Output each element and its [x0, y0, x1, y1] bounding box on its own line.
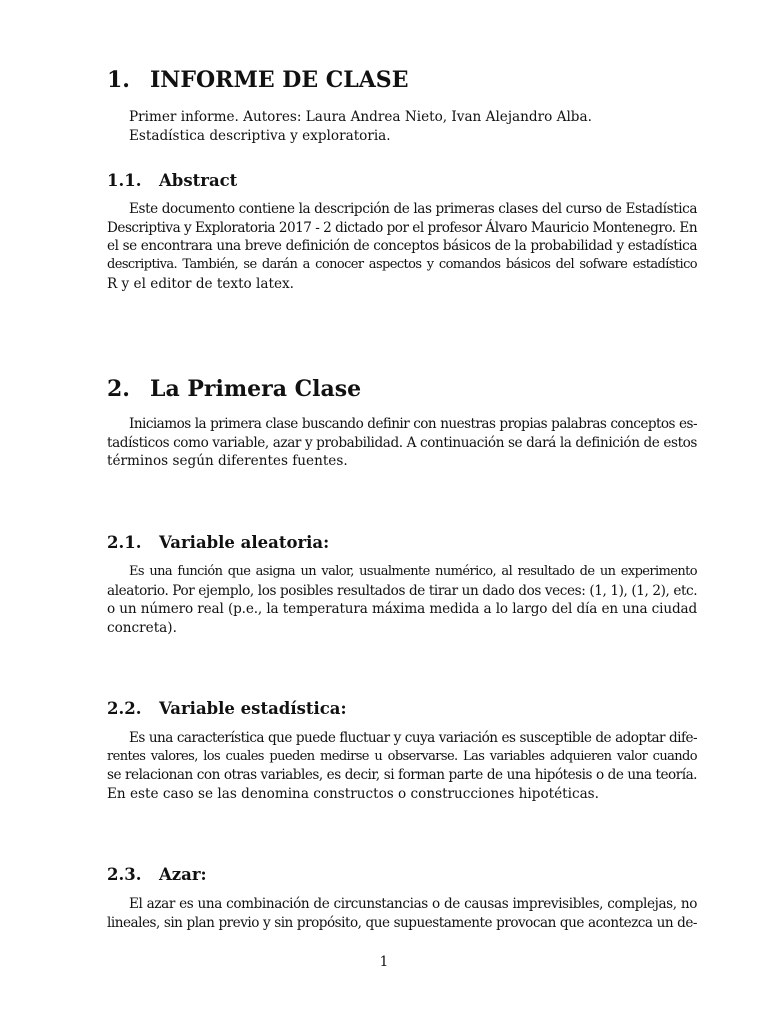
paragraph-line: Este documento contiene la descripción de las primeras clases del curso de Estadística: [129, 201, 698, 217]
paragraph-line: El azar es una combinación de circunstancias o de causas imprevisibles, complejas, no: [129, 896, 697, 912]
paragraph-line: Descriptiva y Exploratoria 2017 - 2 dictado por el profesor Álvaro Mauricio Montenegro. En: [107, 219, 698, 236]
section-1-title: INFORME DE CLASE: [150, 67, 409, 93]
section-2-1-number: 2.1.: [107, 533, 142, 552]
paragraph-line: Es una característica que puede fluctuar y cuya variación es susceptible de adoptar dife-: [129, 730, 697, 746]
section-2-2-title: Variable estadística:: [159, 699, 347, 718]
section-2-1-paragraph: [107, 563, 697, 638]
section-2-3-paragraph: [107, 895, 697, 932]
section-2-title: La Primera Clase: [150, 376, 362, 402]
section-2-paragraph: [107, 415, 697, 471]
section-2-3-heading: [107, 865, 207, 884]
paragraph-line: el se encontrara una breve definición de conceptos básicos de la probabilidad y estadística: [107, 238, 697, 255]
paragraph-line: aleatorio. Por ejemplo, los posibles resultados de tirar un dado dos veces: (1, 1), (1, 2), etc.: [107, 582, 698, 599]
section-1-intro: [107, 108, 697, 145]
page-number: 1: [379, 954, 389, 970]
paragraph-line: concreta).: [107, 620, 177, 637]
paragraph-line: En este caso se las denomina constructos o construcciones hipotéticas.: [107, 786, 599, 803]
paragraph-line: R y el editor de texto latex.: [107, 275, 294, 292]
section-2-3-title: Azar:: [159, 865, 207, 884]
paragraph-line: rentes valores, los cuales pueden medirse u observarse. Las variables adquieren valor cuando: [107, 748, 697, 764]
paragraph-line: se relacionan con otras variables, es decir, si forman parte de una hipótesis o de una teoría.: [107, 767, 697, 784]
section-2-heading: [107, 376, 361, 402]
paragraph-line: Es una función que asigna un valor, usualmente numérico, al resultado de un experimento: [129, 564, 697, 579]
intro-line: Primer informe. Autores: Laura Andrea Nieto, Ivan Alejandro Alba.: [129, 109, 592, 125]
section-1-number: 1.: [107, 67, 130, 93]
section-1-1-heading: [107, 171, 237, 190]
section-1-heading: [107, 67, 408, 93]
paragraph-line: términos según diferentes fuentes.: [107, 453, 348, 470]
paragraph-line: o un número real (p.e., la temperatura máxima medida a lo largo del día en una ciudad: [107, 601, 697, 618]
section-2-2-paragraph: [107, 729, 697, 804]
section-1-1-number: 1.1.: [107, 171, 142, 190]
intro-line: Estadística descriptiva y exploratoria.: [129, 127, 391, 144]
section-2-number: 2.: [107, 376, 130, 402]
section-2-2-number: 2.2.: [107, 699, 142, 718]
paragraph-line: lineales, sin plan previo y sin propósito, que supuestamente provocan que acontezca un de-: [107, 914, 697, 931]
paragraph-line: Iniciamos la primera clase buscando definir con nuestras propias palabras conceptos es-: [129, 416, 697, 432]
paragraph-line: tadísticos como variable, azar y probabilidad. A continuación se dará la definición de estos: [107, 434, 697, 451]
section-2-3-number: 2.3.: [107, 865, 142, 884]
paragraph-line: descriptiva. También, se darán a conocer aspectos y comandos básicos del sofware estadístico: [107, 257, 697, 273]
abstract-paragraph: [107, 200, 697, 294]
section-2-2-heading: [107, 699, 347, 718]
section-1-1-title: Abstract: [159, 171, 238, 190]
section-2-1-title: Variable aleatoria:: [159, 533, 330, 552]
section-2-1-heading: [107, 533, 329, 552]
